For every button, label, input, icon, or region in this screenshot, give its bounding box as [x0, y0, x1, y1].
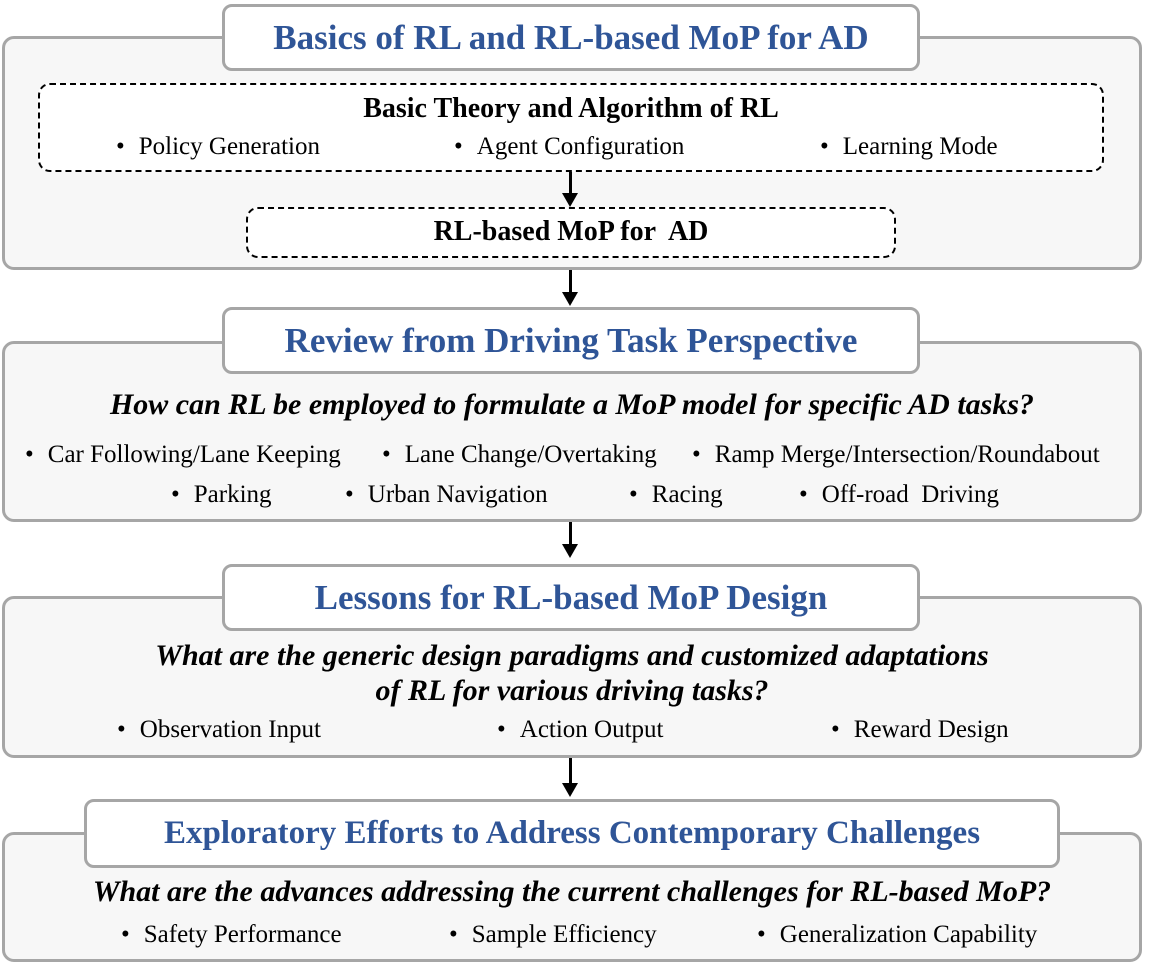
rl-mop-title: RL-based MoP for AD [433, 216, 709, 247]
list-item: • Learning Mode [820, 133, 998, 161]
list-item: • Car Following/Lane Keeping [25, 441, 341, 469]
list-item: • Lane Change/Overtaking [382, 441, 657, 469]
basic-theory-box [38, 83, 1104, 172]
section2-question: How can RL be employed to formulate a MoP model for specific AD tasks? [109, 388, 1035, 421]
list-item: • Safety Performance [121, 921, 342, 949]
section4-title: Exploratory Efforts to Address Contemporary Challenges [84, 799, 1060, 868]
list-item: • Agent Configuration [454, 133, 684, 161]
section4-question: What are the advances addressing the current challenges for RL-based MoP? [92, 875, 1052, 908]
list-item: • Parking [171, 481, 272, 509]
section3-title: Lessons for RL-based MoP Design [222, 564, 920, 631]
list-item: • Observation Input [117, 716, 321, 744]
list-item: • Off-road Driving [799, 481, 999, 509]
section3-question-line1: What are the generic design paradigms and customized adaptations [155, 639, 989, 672]
list-item: • Action Output [497, 716, 664, 744]
list-item: • Racing [629, 481, 723, 509]
list-item: • Generalization Capability [757, 921, 1037, 949]
list-item: • Reward Design [831, 716, 1009, 744]
list-item: • Urban Navigation [345, 481, 548, 509]
list-item: • Policy Generation [116, 133, 320, 161]
list-item: • Ramp Merge/Intersection/Roundabout [692, 441, 1100, 469]
section2-title: Review from Driving Task Perspective [222, 307, 920, 374]
basic-theory-title: Basic Theory and Algorithm of RL [363, 93, 779, 124]
section1-title: Basics of RL and RL-based MoP for AD [222, 4, 920, 71]
rl-mop-box [246, 207, 896, 258]
section3-question-line2: of RL for various driving tasks? [375, 674, 769, 707]
list-item: • Sample Efficiency [449, 921, 657, 949]
